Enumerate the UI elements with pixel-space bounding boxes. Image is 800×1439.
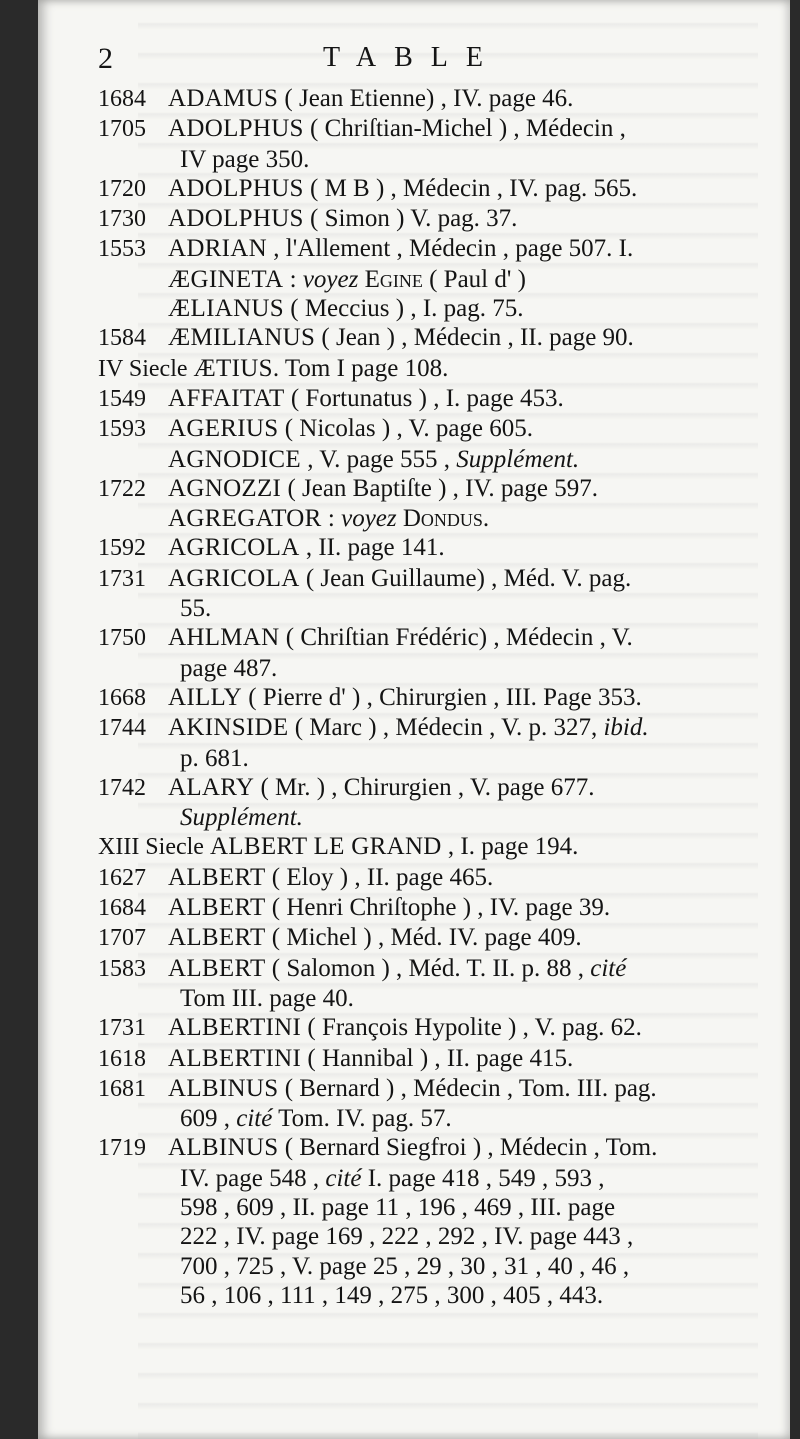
index-entry bbox=[98, 474, 768, 504]
index-entry bbox=[98, 923, 768, 953]
entry-name: ALBERT LE GRAND bbox=[209, 833, 442, 861]
entry-year: 1592 bbox=[98, 535, 146, 562]
entry-name: ADRIAN bbox=[168, 235, 268, 263]
entry-italic: voyez bbox=[341, 505, 397, 533]
entry-continuation bbox=[98, 1252, 768, 1281]
entry-year: 1730 bbox=[98, 206, 146, 233]
entry-text: ( Jean Etienne) , IV. page 46. bbox=[278, 85, 574, 112]
entry-text: 222 , IV. page 169 , 222 , 292 , IV. page 443 , bbox=[180, 1223, 634, 1251]
entry-italic: Supplément. bbox=[456, 445, 580, 473]
entry-text: , I. page 194. bbox=[441, 833, 579, 861]
entry-year: 1722 bbox=[98, 475, 146, 502]
entry-name: ADOLPHUS bbox=[168, 205, 304, 233]
entry-text: ( Hannibal ) , II. page 415. bbox=[301, 1044, 574, 1072]
entry-text: ( Eloy ) , II. page 465. bbox=[265, 863, 494, 891]
entry-year: 1744 bbox=[98, 715, 146, 742]
entry-continuation: Tom III. page 40. bbox=[180, 984, 354, 1012]
entry-year: 1719 bbox=[98, 1135, 146, 1162]
entry-name: ALBERT bbox=[168, 894, 266, 922]
index-entry bbox=[98, 683, 768, 713]
entry-smallcaps: Egine bbox=[358, 265, 423, 293]
entry-name: ALBINUS bbox=[168, 1074, 279, 1102]
index-entry bbox=[98, 114, 768, 144]
entry-year: 1731 bbox=[98, 565, 146, 592]
entry-text: . Tom I page 108. bbox=[272, 354, 449, 382]
index-entry bbox=[98, 1013, 768, 1043]
entry-name: ALBERTINI bbox=[168, 1044, 302, 1072]
index-entry bbox=[98, 174, 768, 204]
entry-text: : bbox=[321, 505, 342, 533]
entry-text: ( Mr. ) , Chirurgien , V. page 677. bbox=[254, 773, 595, 801]
entry-text: 609 , bbox=[180, 1105, 237, 1133]
entry-name: AGERIUS bbox=[168, 415, 279, 443]
entry-year: 1593 bbox=[98, 416, 146, 443]
entry-text: , V. page 555 , bbox=[300, 445, 457, 473]
page-content bbox=[98, 38, 768, 1310]
entry-text: 700 , 725 , V. page 25 , 29 , 30 , 31 , 40 , 46 , bbox=[180, 1252, 630, 1280]
entry-text: ( Bernard ) , Médecin , Tom. III. pag. bbox=[278, 1074, 657, 1102]
entry-text: : bbox=[283, 265, 303, 293]
index-entry bbox=[98, 533, 768, 563]
entry-name: AHLMAN bbox=[168, 624, 280, 652]
entry-year: 1618 bbox=[98, 1045, 146, 1072]
entry-text: 598 , 609 , II. page 11 , 196 , 469 , III. page bbox=[180, 1193, 616, 1221]
entry-name: ALARY bbox=[168, 773, 255, 801]
entry-year: IV Siecle bbox=[98, 355, 188, 382]
entry-text: ( Paul d' ) bbox=[422, 265, 526, 293]
book-page bbox=[38, 0, 790, 1439]
entry-text: ( Jean ) , Médecin , II. page 90. bbox=[315, 324, 634, 352]
entry-text: ( Salomon ) , Méd. T. II. p. 88 , bbox=[265, 954, 591, 982]
index-entry bbox=[98, 294, 768, 323]
index-entry bbox=[98, 863, 768, 893]
entry-text: ( Bernard Siegfroi ) , Médecin , Tom. bbox=[278, 1134, 658, 1162]
entry-text: ( Simon ) V. pag. 37. bbox=[303, 205, 518, 233]
entry-italic: voyez bbox=[302, 265, 359, 293]
entry-name: ÆGINETA bbox=[168, 265, 284, 293]
entry-name: ADAMUS bbox=[168, 85, 279, 112]
index-entry bbox=[98, 204, 768, 234]
entry-year: 1742 bbox=[98, 774, 146, 801]
entry-text: ( François Hypolite ) , V. pag. 62. bbox=[301, 1014, 642, 1042]
entry-continuation: IV page 350. bbox=[180, 145, 310, 173]
entry-text: ( Chriſtian-Michel ) , Médecin , bbox=[303, 115, 626, 143]
entry-text: I. page 418 , 549 , 593 , bbox=[361, 1164, 605, 1192]
index-entry bbox=[98, 445, 768, 474]
entry-name: ADOLPHUS bbox=[168, 115, 304, 143]
running-title: TABLE bbox=[323, 42, 501, 73]
entry-text: 56 , 106 , 111 , 149 , 275 , 300 , 405 , 443. bbox=[180, 1281, 604, 1309]
entry-name: ALBINUS bbox=[168, 1134, 279, 1162]
index-entry bbox=[98, 564, 768, 594]
entry-text: ( Chriſtian Frédéric) , Médecin , V. bbox=[279, 624, 633, 652]
index-entry bbox=[98, 323, 768, 353]
entry-name: AILLY bbox=[168, 683, 242, 711]
entry-year: 1553 bbox=[98, 236, 146, 263]
page-number: 2 bbox=[98, 42, 113, 75]
entry-italic: cité bbox=[236, 1105, 273, 1133]
entry-year: 1720 bbox=[98, 175, 146, 202]
index-entries bbox=[98, 84, 768, 1310]
entry-year: 1707 bbox=[98, 925, 146, 952]
index-entry bbox=[98, 623, 768, 653]
entry-year: XIII Siecle bbox=[98, 834, 204, 861]
page-header bbox=[98, 38, 768, 84]
entry-text: ( Michel ) , Méd. IV. page 409. bbox=[265, 924, 582, 952]
entry-name: ÆTIUS bbox=[193, 354, 273, 382]
entry-year: 1668 bbox=[98, 684, 146, 711]
entry-name: AGREGATOR bbox=[168, 505, 322, 533]
entry-name: AFFAITAT bbox=[168, 384, 285, 412]
entry-continuation: Supplément. bbox=[180, 804, 303, 832]
index-entry bbox=[98, 1044, 768, 1074]
entry-year: 1583 bbox=[98, 955, 146, 982]
index-entry bbox=[98, 954, 768, 984]
entry-continuation bbox=[98, 1222, 768, 1251]
index-entry bbox=[98, 893, 768, 923]
entry-name: ÆLIANUS bbox=[168, 295, 284, 323]
entry-continuation: 55. bbox=[180, 595, 212, 623]
index-entry bbox=[98, 414, 768, 444]
entry-text: ( Jean Guillaume) , Méd. V. pag. bbox=[299, 564, 632, 592]
entry-name: ALBERTINI bbox=[168, 1014, 302, 1042]
entry-name: AGRICOLA bbox=[168, 564, 300, 592]
entry-text: , l'Allement , Médecin , page 507. I. bbox=[267, 235, 634, 263]
entry-continuation: page 487. bbox=[180, 654, 278, 682]
index-entry bbox=[98, 84, 768, 114]
index-entry bbox=[98, 234, 768, 264]
index-entry bbox=[98, 1133, 768, 1163]
entry-continuation bbox=[98, 1193, 768, 1222]
entry-year: 1684 bbox=[98, 895, 146, 922]
entry-text: IV. page 548 , bbox=[180, 1164, 326, 1192]
entry-year: 1684 bbox=[98, 86, 146, 112]
entry-name: ALBERT bbox=[168, 954, 266, 982]
index-entry bbox=[98, 504, 768, 533]
entry-name: ALBERT bbox=[168, 924, 266, 952]
index-entry bbox=[98, 1074, 768, 1104]
entry-text: ( Marc ) , Médecin , V. p. 327, bbox=[288, 714, 604, 742]
entry-year: 1549 bbox=[98, 385, 146, 412]
entry-italic: cité bbox=[590, 954, 627, 982]
entry-text: ( Henri Chriſtophe ) , IV. page 39. bbox=[265, 894, 611, 922]
entry-continuation bbox=[98, 1281, 768, 1310]
entry-name: ÆMILIANUS bbox=[168, 324, 316, 352]
entry-name: ALBERT bbox=[168, 863, 266, 891]
entry-italic: ibid. bbox=[603, 714, 649, 742]
entry-year: 1681 bbox=[98, 1075, 146, 1102]
entry-name: AKINSIDE bbox=[168, 714, 289, 742]
index-entry bbox=[98, 354, 768, 384]
entry-smallcaps: Dondus. bbox=[396, 505, 490, 533]
entry-text: ( M B ) , Médecin , IV. pag. 565. bbox=[303, 174, 638, 202]
entry-text: Tom. IV. pag. 57. bbox=[272, 1105, 452, 1133]
index-entry bbox=[98, 713, 768, 743]
entry-name: AGNODICE bbox=[168, 445, 301, 473]
entry-year: 1750 bbox=[98, 625, 146, 652]
index-entry bbox=[98, 265, 768, 294]
entry-text: ( Jean Baptiſte ) , IV. page 597. bbox=[281, 474, 599, 502]
entry-name: ADOLPHUS bbox=[168, 174, 304, 202]
entry-name: AGNOZZI bbox=[168, 474, 282, 502]
entry-year: 1731 bbox=[98, 1015, 146, 1042]
entry-name: AGRICOLA bbox=[168, 534, 300, 562]
entry-year: 1584 bbox=[98, 325, 146, 352]
entry-italic: cité bbox=[325, 1164, 362, 1192]
index-entry bbox=[98, 384, 768, 414]
entry-continuation bbox=[98, 1104, 768, 1133]
entry-continuation: p. 681. bbox=[180, 744, 249, 772]
entry-text: ( Nicolas ) , V. page 605. bbox=[278, 415, 534, 443]
entry-year: 1705 bbox=[98, 116, 146, 143]
index-entry bbox=[98, 773, 768, 803]
index-entry bbox=[98, 832, 768, 862]
entry-text: ( Pierre d' ) , Chirurgien , III. Page 353. bbox=[241, 683, 642, 711]
entry-text: , II. page 141. bbox=[299, 534, 445, 562]
entry-continuation bbox=[98, 1164, 768, 1193]
entry-text: ( Meccius ) , I. pag. 75. bbox=[284, 295, 524, 323]
entry-year: 1627 bbox=[98, 864, 146, 891]
entry-text: ( Fortunatus ) , I. page 453. bbox=[284, 384, 564, 412]
